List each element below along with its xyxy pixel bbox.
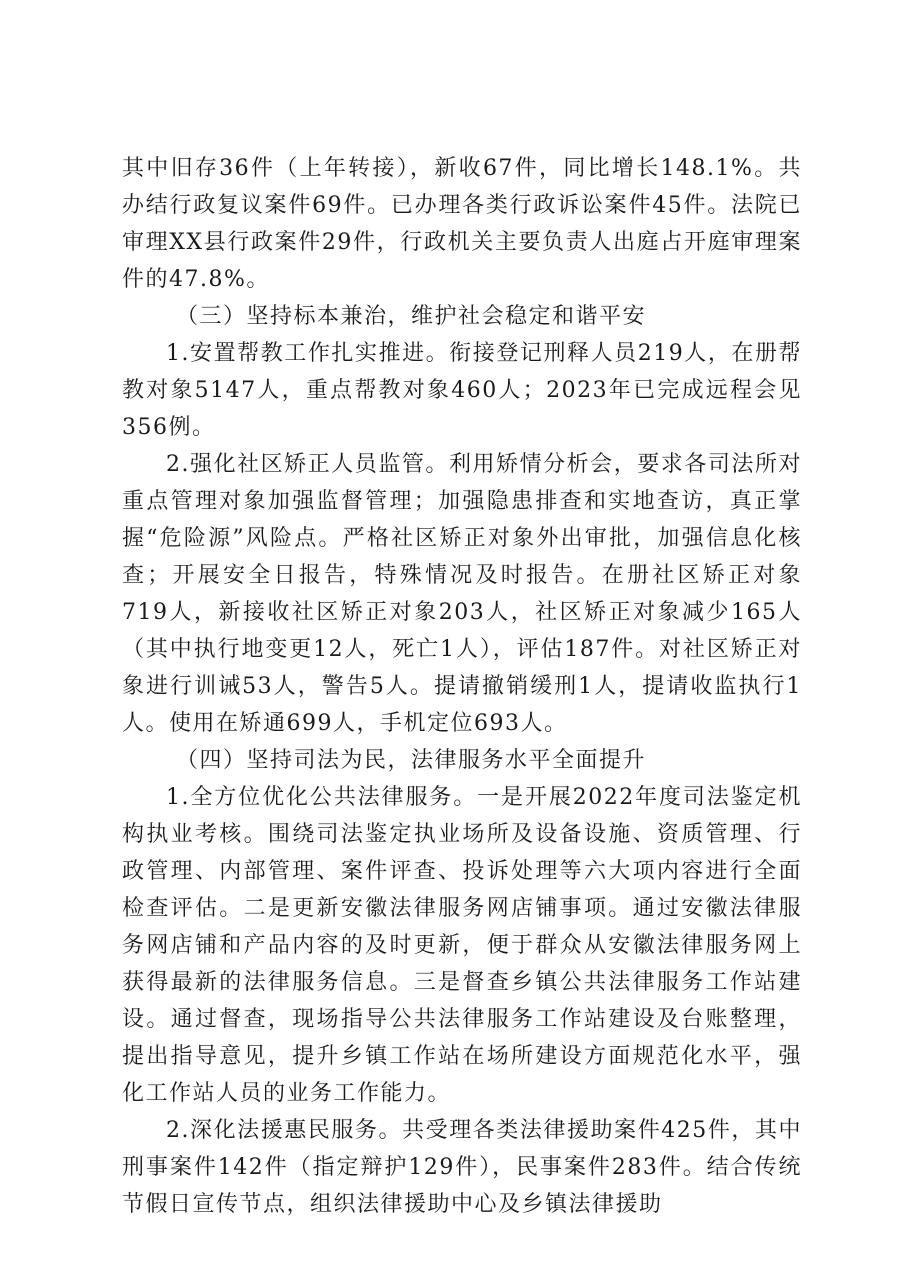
section-heading-four: （四）坚持司法为民，法律服务水平全面提升 <box>176 748 647 773</box>
paragraph-public-legal-service: 1.全方位优化公共法律服务。一是开展2022年度司法鉴定机构执业考核。围绕司法鉴定执业场所及设备设施、资质管理、行政管理、内部管理、案件评查、投诉处理等六大项内容进行全面检查评估。二是更新安徽法律服务网店铺事项。通过安徽法律服务网店铺和产品内容的及时更新，便于群众从安徽法律服务网上获得最新的法律服务信息。三是督查乡镇公共法律服务工作站建设。通过督查，现场指导公共法律服务工作站建设及台账整理，提出指导意见，提升乡镇工作站在场所建设方面规范化水平，强化工作站人员的业务工作能力。 <box>122 785 802 1106</box>
paragraph-community-correction: 2.强化社区矫正人员监管。利用矫情分析会，要求各司法所对重点管理对象加强监督管理；加强隐患排查和实地查访，真正掌握“危险源”风险点。严格社区矫正对象外出审批，加强信息化核查；开展安全日报告，特殊情况及时报告。在册社区矫正对象719人，新接收社区矫正对象203人，社区矫正对象减少165人（其中执行地变更12人，死亡1人），评估187件。对社区矫正对象进行训诫53人，警告5人。提请撤销缓刑1人，提请收监执行1人。使用在矫通699人，手机定位693人。 <box>122 452 802 736</box>
paragraph-resettlement: 1.安置帮教工作扎实推进。衔接登记刑释人员219人，在册帮教对象5147人，重点帮教对象460人；2023年已完成远程会见356例。 <box>122 341 802 440</box>
paragraph-administrative-cases: 其中旧存36件（上年转接），新收67件，同比增长148.1%。共办结行政复议案件69件。已办理各类行政诉讼案件45件。法院已审理XX县行政案件29件，行政机关主要负责人出庭占开庭审理案件的47.8%。 <box>122 156 802 292</box>
paragraph-legal-aid: 2.深化法援惠民服务。共受理各类法律援助案件425件，其中刑事案件142件（指定辩护129件），民事案件283件。结合传统节假日宣传节点，组织法律援助中心及乡镇法律援助 <box>122 1118 802 1217</box>
section-heading-three: （三）坚持标本兼治，维护社会稳定和谐平安 <box>176 304 647 329</box>
document-body <box>122 150 802 1223</box>
